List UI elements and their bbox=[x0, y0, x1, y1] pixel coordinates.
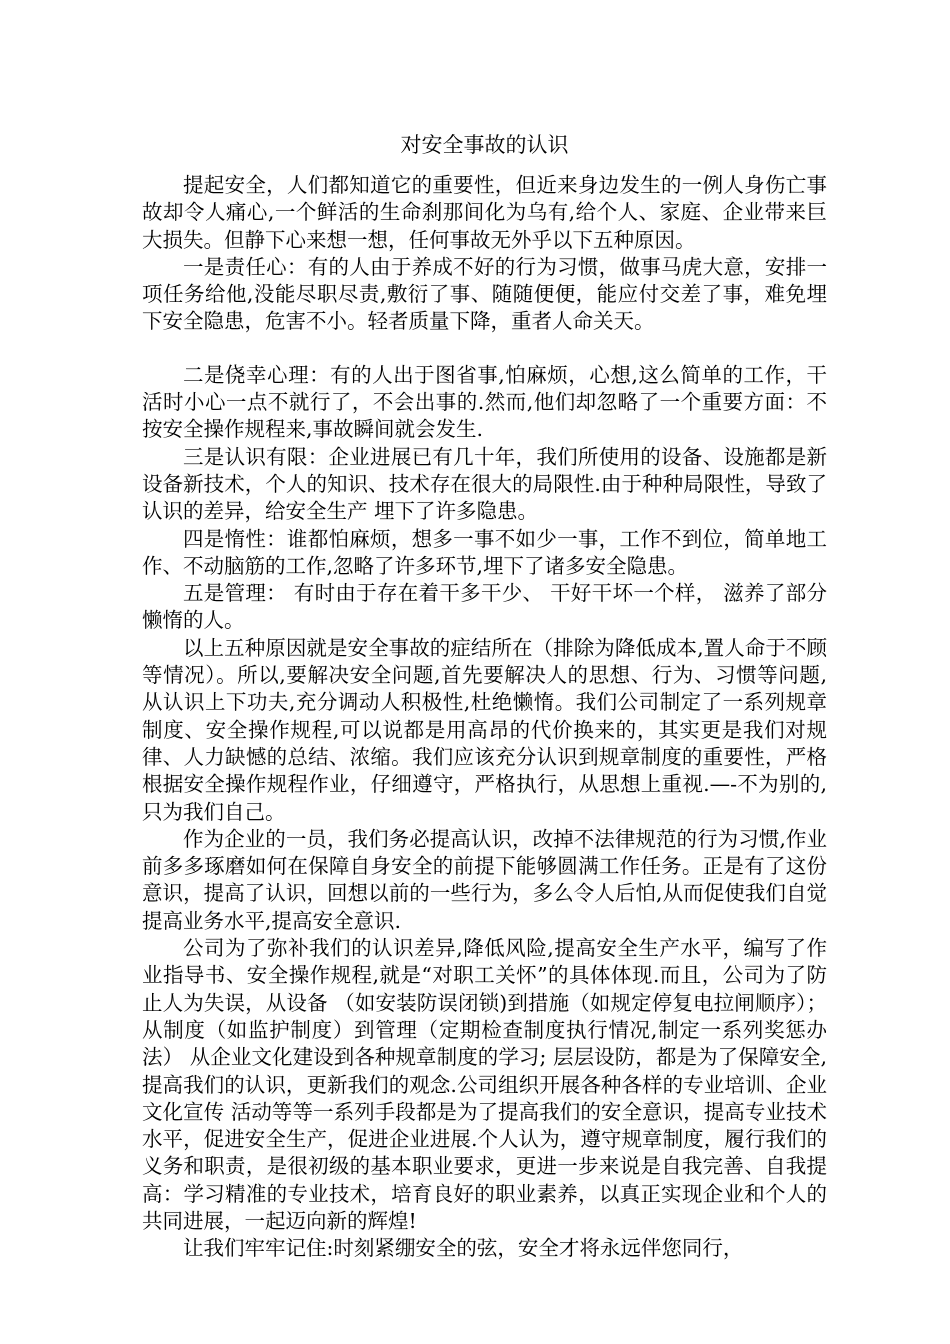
paragraph-management: 五是管理： 有时由于存在着干多干少、 干好干坏一个样， 滋养了部分懒惰的人。 bbox=[142, 581, 827, 633]
paragraph-employee-role: 作为企业的一员，我们务必提高认识，改掉不法律规范的行为习惯,作业前多多琢磨如何在保障自身安全的前提下能够圆满工作任务。正是有了这份意识，提高了认识，回想以前的一些行为，多么令人后怕,从而促使我们自觉提高业务水平,提高安全意识. bbox=[142, 826, 827, 933]
document-title: 对安全事故的认识 bbox=[400, 133, 569, 157]
paragraph-intro: 提起安全，人们都知道它的重要性，但近来身边发生的一例人身伤亡事故却令人痛心,一个鲜活的生命刹那间化为乌有,给个人、家庭、企业带来巨大损失。但静下心来想一想，任何事故无外乎以下五种原因。 bbox=[142, 173, 827, 252]
paragraph-root-causes: 以上五种原因就是安全事故的症结所在（排除为降低成本,置人命于不顾等情况）。所以,要解决安全问题,首先要解决人的思想、行为、习惯等问题,从认识上下功夫,充分调动人积极性,杜绝懒惰。我们公司制定了一系列规章制度、安全操作规程,可以说都是用高昂的代价换来的，其实更是我们对规律、人力缺憾的总结、浓缩。我们应该充分认识到规章制度的重要性，严格根据安全操作规程作业，仔细遵守，严格执行，从思想上重视.—-不为别的,只为我们自己。 bbox=[142, 635, 827, 824]
paragraph-responsibility: 一是责任心：有的人由于养成不好的行为习惯，做事马虎大意，安排一项任务给他,没能尽职尽责,敷衍了事、随随便便，能应付交差了事，难免埋下安全隐患，危害不小。轻者质量下降，重者人命关天。 bbox=[142, 254, 827, 334]
document-body bbox=[142, 130, 827, 1263]
paragraph-limited-knowledge: 三是认识有限：企业进展已有几十年，我们所使用的设备、设施都是新设备新技术，个人的知识、技术存在很大的局限性.由于种种局限性，导致了认识的差异，给安全生产 埋下了许多隐患。 bbox=[142, 444, 827, 524]
paragraph-company-measures: 公司为了弥补我们的认识差异,降低风险,提高安全生产水平，编写了作业指导书、安全操作规程,就是“对职工关怀”的具体体现.而且，公司为了防止人为失误，从设备 （如安装防误闭锁)到措施（如规定停复电拉闸顺序）；从制度（如监护制度）到管理（定期检查制度执行情况,制定一系列奖惩办法） 从企业文化建设到各种规章制度的学习; 层层设防，都是为了保障安全,提高我们的认识，更新我们的观念.公司组织开展各种各样的专业培训、企业文化宣传 活动等等一系列手段都是为了提高我们的安全意识，提高专业技术水平，促进安全生产，促进企业进展.个人认为，遵守规章制度，履行我们的义务和职责，是很初级的基本职业要求，更进一步来说是自我完善、自我提高：学习精准的专业技术，培育良好的职业素养，以真正实现企业和个人的共同进展，一起迈向新的辉煌! bbox=[142, 936, 827, 1233]
paragraph-inertia: 四是惰性：谁都怕麻烦，想多一事不如少一事，工作不到位，简单地工作、不动脑筋的工作,忽略了许多环节,埋下了诸多安全隐患。 bbox=[142, 526, 827, 578]
paragraph-closing: 让我们牢牢记住:时刻紧绷安全的弦，安全才将永远伴您同行， bbox=[183, 1236, 744, 1261]
paragraph-luck-mentality: 二是侥幸心理：有的人出于图省事,怕麻烦，心想,这么简单的工作，干活时小心一点不就行了，不会出事的.然而,他们却忽略了一个重要方面：不按安全操作规程来,事故瞬间就会发生. bbox=[142, 362, 827, 442]
